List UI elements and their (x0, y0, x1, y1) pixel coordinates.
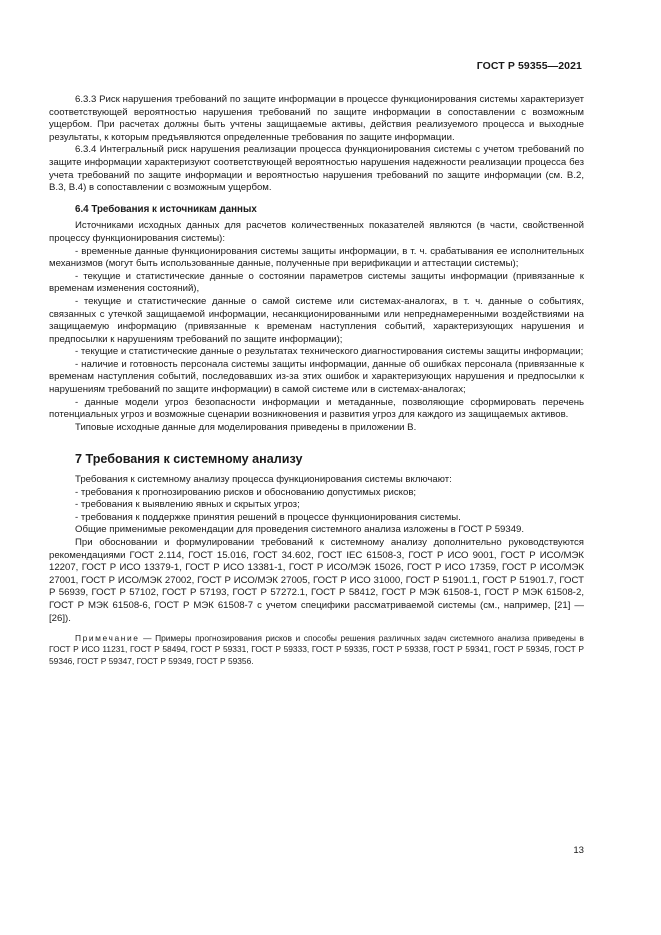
paragraph-6-3-3: 6.3.3 Риск нарушения требований по защите информации в процессе функционирования системы характеризует соответствующей вероятностью нарушения требований по защите информации в сопоставлении с возможным ущербом. При расчетах должны быть учтены защищаемые активы, действия реализуемого процесса и выходные результаты, к которым предъявляются определенные требования по защите информации. (49, 94, 584, 143)
list-item: - наличие и готовность персонала системы защиты информации, данные об ошибках персонала (привязанные к временам наступления событий, последовавших из-за этих ошибок и характеризующих нарушения и предпосылки к нарушениям требований по защите информации) в самой системе или в системах-аналогах; (49, 358, 584, 396)
list-item: - текущие и статистические данные о результатах технического диагностирования системы защиты информации; (75, 346, 584, 358)
paragraph-7-general: Общие применимые рекомендации для проведения системного анализа изложены в ГОСТ Р 59349. (75, 524, 525, 536)
note-text: — Примеры прогнозирования рисков и способы решения различных задач системного анализа приведены в ГОСТ Р ИСО 11231, ГОСТ Р 58494, ГОСТ Р 59331, ГОСТ Р 59333, ГОСТ Р 59335, ГОСТ Р 59338, ГОСТ Р 59341, ГОСТ Р 59345, ГОСТ Р 59346, ГОСТ Р 59347, ГОСТ Р 59349, ГОСТ Р 59356. (49, 633, 584, 666)
list-item: - требования к поддержке принятия решений в процессе функционирования системы. (75, 511, 461, 523)
paragraph-7-standards: При обосновании и формулировании требований к системному анализу дополнительно руководствуются рекомендациями ГОСТ 2.114, ГОСТ 15.016, ГОСТ 34.602, ГОСТ IEC 61508-3, ГОСТ Р ИСО 9001, ГОСТ Р ИСО/МЭК 12207, ГОСТ Р ИСО 13379-1, ГОСТ Р ИСО 13381-1, ГОСТ Р ИСО/МЭК 15026, ГОСТ Р ИСО 17359, ГОСТ Р ИСО/МЭК 27001, ГОСТ Р ИСО/МЭК 27002, ГОСТ Р ИСО/МЭК 27005, ГОСТ Р ИСО 31000, ГОСТ Р 51901.1, ГОСТ Р 51901.7, ГОСТ Р 56939, ГОСТ Р 57102, ГОСТ Р 57193, ГОСТ Р 57272.1, ГОСТ Р 58412, ГОСТ Р МЭК 61508-1, ГОСТ Р МЭК 61508-2, ГОСТ Р МЭК 61508-6, ГОСТ Р МЭК 61508-7 с учетом специфики рассматриваемой системы (см., например, [21] — [26]). (49, 537, 584, 624)
note (49, 633, 584, 667)
paragraph-6-4-intro: Источниками исходных данных для расчетов количественных показателей являются (в части, свойственной процессу функционирования системы): (49, 220, 584, 244)
list-item: - временные данные функционирования системы защиты информации, в т. ч. срабатывания ее исполнительных механизмов (могут быть использованные данные, полученные при верификации и аттестации системы); (49, 245, 584, 270)
document-header-id: ГОСТ Р 59355—2021 (476, 60, 582, 72)
list-item: - данные модели угроз безопасности информации и метаданные, позволяющие сформировать перечень потенциальных угроз и возможные сценарии возникновения и развития угроз для каждого из защищаемых активов. (49, 396, 584, 421)
list-item: - требования к выявлению явных и скрытых угроз; (75, 499, 300, 511)
paragraph-6-4-typical: Типовые исходные данные для моделирования приведены в приложении В. (75, 421, 417, 433)
section-heading-7: 7 Требования к системному анализу (75, 452, 303, 467)
list-item: - требования к прогнозированию рисков и обоснованию допустимых рисков; (75, 486, 417, 498)
note-label: Примечание (75, 633, 140, 644)
document-body (49, 94, 584, 667)
paragraph-7-intro: Требования к системному анализу процесса функционирования системы включают: (75, 474, 452, 486)
list-item: - текущие и статистические данные о самой системе или системах-аналогах, в т. ч. данные о событиях, связанных с утечкой защищаемой информации, несанкционированными или непреднамеренными воздействиями на защищаемую информацию (привязанные к временам наступления событий, характеризующих нарушения и предпосылки к нарушениям требований по защите информации); (49, 295, 584, 345)
subsection-heading-6-4: 6.4 Требования к источникам данных (75, 203, 257, 215)
list-item: - текущие и статистические данные о состоянии параметров системы защиты информации (привязанные к временам изменения состояний), (49, 270, 584, 295)
page-number: 13 (573, 845, 584, 856)
paragraph-6-3-4: 6.3.4 Интегральный риск нарушения реализации процесса функционирования системы с учетом требований по защите информации характеризуют соответствующей вероятностью нарушения надежности реализации процесса без учета требований по защите информации и вероятностью нарушения требований по защите информации (см. В.2, В.3, В.4) в сопоставлении с возможным ущербом. (49, 144, 584, 194)
